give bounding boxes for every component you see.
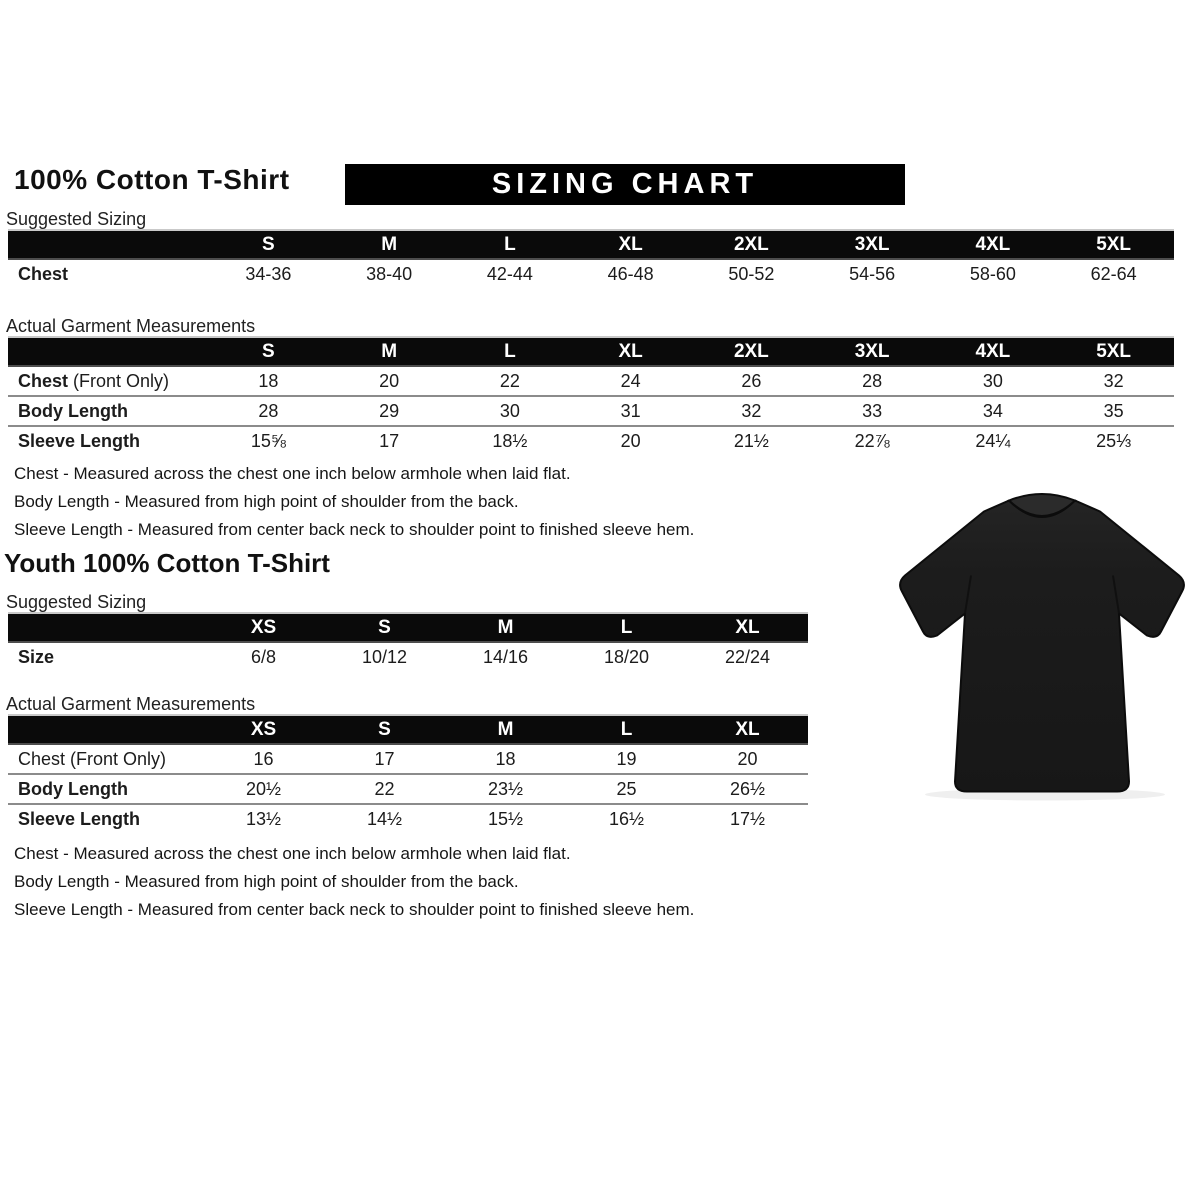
measurement-cell: 20: [570, 426, 691, 456]
column-header-blank: [8, 337, 208, 366]
row-label: Chest (Front Only): [18, 370, 170, 391]
measurement-cell: 32: [1103, 370, 1124, 391]
measurement-cell: 34-36: [245, 264, 292, 284]
column-header: M: [445, 715, 566, 744]
column-header: L: [566, 715, 687, 744]
column-header: XS: [203, 715, 324, 744]
note-line: Chest - Measured across the chest one inch below armhole when laid flat.: [14, 464, 571, 483]
measurement-cell: 20: [737, 748, 758, 769]
measurement-cell: 14½: [324, 804, 445, 834]
column-header: XL: [570, 337, 691, 366]
measurement-cell: 54-56: [849, 264, 896, 284]
measurement-cell: 32: [691, 396, 812, 426]
measurement-cell: 18: [258, 370, 279, 391]
youth-actual-measurements-table: [8, 714, 808, 834]
column-header: S: [324, 613, 445, 642]
measurement-cell: 24¼: [933, 426, 1054, 456]
column-header: XS: [203, 613, 324, 642]
measurement-cell: 18/20: [603, 647, 650, 667]
column-header: L: [450, 230, 571, 259]
column-header: 5XL: [1053, 230, 1174, 259]
measurement-cell: 13½: [203, 804, 324, 834]
table-header-row: [8, 613, 808, 642]
measurement-cell: 33: [812, 396, 933, 426]
measurement-cell: 38-40: [366, 264, 413, 284]
measurement-cell: 18½: [450, 426, 571, 456]
measurement-cell: 30: [982, 370, 1003, 391]
measurement-cell: 42-44: [486, 264, 533, 284]
measurement-cell: 29: [329, 396, 450, 426]
measurement-cell: 17: [329, 426, 450, 456]
column-header-blank: [8, 613, 203, 642]
column-header: 4XL: [933, 230, 1054, 259]
table-row: [8, 642, 808, 672]
row-label: Size: [18, 647, 55, 667]
column-header: L: [566, 613, 687, 642]
adult-suggested-sizing-table: [8, 229, 1174, 289]
measurement-cell: 23½: [445, 774, 566, 804]
measurement-cell: 26½: [687, 774, 808, 804]
measurement-cell: 15⅝: [208, 426, 329, 456]
measurement-cell: 10/12: [361, 647, 408, 667]
table-row: [8, 426, 1174, 456]
column-header-blank: [8, 230, 208, 259]
column-header: 3XL: [812, 337, 933, 366]
measurement-cell: 28: [208, 396, 329, 426]
measurement-cell: 22/24: [724, 647, 771, 667]
column-header: 4XL: [933, 337, 1054, 366]
youth-suggested-sizing-label: Suggested Sizing: [6, 592, 147, 612]
youth-actual-measurements-label: Actual Garment Measurements: [6, 694, 256, 714]
sizing-chart-banner: [345, 164, 905, 205]
column-header: 2XL: [691, 337, 812, 366]
column-header: L: [450, 337, 571, 366]
measurement-cell: 16: [253, 748, 274, 769]
column-header: S: [208, 230, 329, 259]
column-header: M: [329, 230, 450, 259]
sizing-chart-banner-text: SIZING CHART: [491, 168, 759, 200]
measurement-cell: 30: [450, 396, 571, 426]
measurement-cell: 26: [741, 370, 762, 391]
tshirt-body: [900, 501, 1184, 792]
note-line: Sleeve Length - Measured from center back neck to shoulder point to finished sleeve hem.: [14, 520, 695, 539]
measurement-cell: 17: [374, 748, 395, 769]
table-header-row: [8, 715, 808, 744]
youth-suggested-sizing-table: [8, 612, 808, 672]
table-row: [8, 259, 1174, 289]
table-header-row: [8, 230, 1174, 259]
column-header: XL: [687, 715, 808, 744]
measurement-cell: 14/16: [482, 647, 529, 667]
row-label: Sleeve Length: [8, 804, 203, 834]
table-row: [8, 744, 808, 774]
adult-suggested-sizing-label: Suggested Sizing: [6, 209, 147, 229]
tshirt-image: [885, 483, 1195, 808]
note-line: Body Length - Measured from high point of shoulder from the back.: [14, 492, 519, 511]
column-header: S: [208, 337, 329, 366]
measurement-cell: 22: [324, 774, 445, 804]
column-header: M: [445, 613, 566, 642]
youth-page-title: Youth 100% Cotton T-Shirt: [4, 548, 330, 578]
column-header: M: [329, 337, 450, 366]
row-label: Body Length: [8, 774, 203, 804]
measurement-cell: 22⅞: [812, 426, 933, 456]
measurement-cell: 35: [1053, 396, 1174, 426]
measurement-cell: 19: [616, 748, 637, 769]
measurement-cell: 62-64: [1090, 264, 1137, 284]
row-label: Chest (Front Only): [18, 748, 167, 769]
row-label: Sleeve Length: [8, 426, 208, 456]
row-label: Chest: [18, 264, 69, 284]
note-line: Sleeve Length - Measured from center back neck to shoulder point to finished sleeve hem.: [14, 900, 695, 919]
column-header: XL: [687, 613, 808, 642]
measurement-cell: 18: [495, 748, 516, 769]
column-header-blank: [8, 715, 203, 744]
row-label: Body Length: [8, 396, 208, 426]
measurement-cell: 21½: [691, 426, 812, 456]
measurement-cell: 25: [566, 774, 687, 804]
table-row: [8, 396, 1174, 426]
table-row: [8, 366, 1174, 396]
note-line: Chest - Measured across the chest one inch below armhole when laid flat.: [14, 844, 571, 863]
table-row: [8, 774, 808, 804]
youth-measurement-notes: [14, 840, 694, 924]
measurement-cell: 20½: [203, 774, 324, 804]
black-tshirt-photo: [885, 483, 1195, 808]
measurement-cell: 22: [499, 370, 520, 391]
column-header: 3XL: [812, 230, 933, 259]
measurement-cell: 16½: [566, 804, 687, 834]
column-header: 2XL: [691, 230, 812, 259]
table-header-row: [8, 337, 1174, 366]
column-header: S: [324, 715, 445, 744]
measurement-cell: 28: [862, 370, 883, 391]
measurement-cell: 17½: [687, 804, 808, 834]
measurement-cell: 58-60: [969, 264, 1016, 284]
measurement-cell: 50-52: [728, 264, 775, 284]
adult-actual-measurements-label: Actual Garment Measurements: [6, 316, 256, 336]
measurement-cell: 6/8: [250, 647, 277, 667]
column-header: 5XL: [1053, 337, 1174, 366]
measurement-cell: 46-48: [607, 264, 654, 284]
measurement-cell: 31: [570, 396, 691, 426]
measurement-cell: 25⅓: [1053, 426, 1174, 456]
measurement-cell: 34: [933, 396, 1054, 426]
measurement-cell: 15½: [445, 804, 566, 834]
adult-actual-measurements-table: [8, 336, 1174, 456]
column-header: XL: [570, 230, 691, 259]
measurement-cell: 20: [379, 370, 400, 391]
table-row: [8, 804, 808, 834]
adult-measurement-notes: [14, 460, 694, 544]
measurement-cell: 24: [620, 370, 641, 391]
page-title: 100% Cotton T-Shirt: [14, 164, 290, 195]
note-line: Body Length - Measured from high point of shoulder from the back.: [14, 872, 519, 891]
